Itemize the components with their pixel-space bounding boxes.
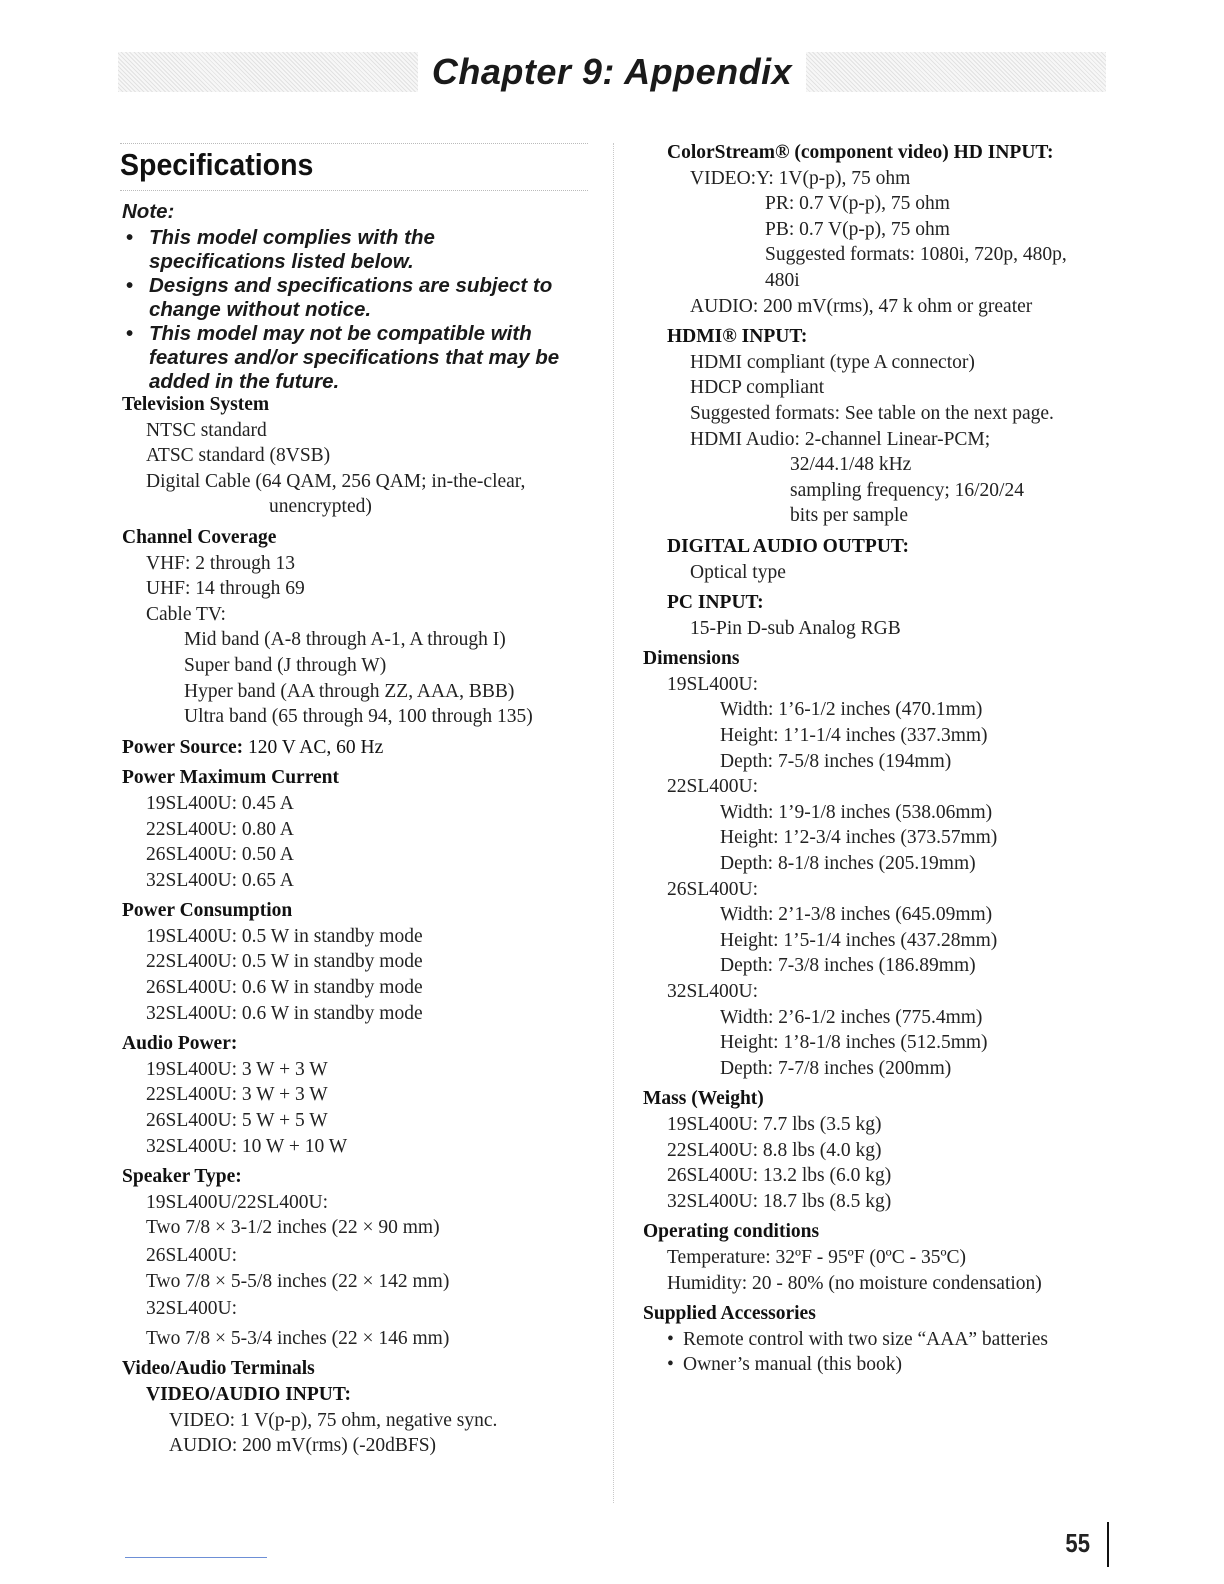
chapter-title: Chapter 9: Appendix (118, 52, 1106, 92)
colorstream-heading: ColorStream® (component video) HD INPUT: (667, 142, 1054, 163)
model-label: 22SL400U: (667, 776, 759, 798)
section-rule-bottom (120, 190, 588, 191)
right-column (643, 140, 1113, 1378)
spec-line: 19SL400U: 0.45 A (146, 792, 294, 814)
spec-line: Two 7/8 × 5-3/4 inches (22 × 146 mm) (146, 1327, 450, 1349)
spec-line: Two 7/8 × 3-1/2 inches (22 × 90 mm) (146, 1217, 440, 1239)
spec-line: Ultra band (65 through 94, 100 through 135) (184, 706, 533, 728)
note-item (122, 274, 602, 322)
spec-line: unencrypted) (269, 496, 372, 518)
spec-line: Digital Cable (64 QAM, 256 QAM; in-the-clear, (146, 470, 526, 492)
digital-audio-heading: DIGITAL AUDIO OUTPUT: (667, 535, 909, 557)
spec-line: 32SL400U: 18.7 lbs (8.5 kg) (667, 1190, 892, 1212)
spec-line: Humidity: 20 - 80% (no moisture condensation) (667, 1272, 1042, 1294)
spec-line: AUDIO: 200 mV(rms) (-20dBFS) (169, 1435, 437, 1457)
spec-line: Height: 1’2-3/4 inches (373.57mm) (720, 827, 998, 849)
note-line: specifications listed below. (149, 250, 414, 273)
spec-line: Depth: 8-1/8 inches (205.19mm) (720, 853, 976, 875)
spec-line: 32/44.1/48 kHz (790, 454, 912, 476)
spec-line: Optical type (690, 561, 786, 583)
spec-line: Width: 2’1-3/8 inches (645.09mm) (720, 904, 993, 926)
operating-heading: Operating conditions (643, 1221, 820, 1243)
spec-line: 22SL400U: 0.5 W in standby mode (146, 951, 423, 973)
spec-line: HDMI Audio: 2-channel Linear-PCM; (690, 428, 991, 450)
model-label: 32SL400U: (667, 981, 759, 1002)
spec-line: 22SL400U: 3 W + 3 W (146, 1084, 328, 1106)
audio-power-heading: Audio Power: (122, 1033, 238, 1055)
spec-line: ATSC standard (8VSB) (146, 445, 331, 467)
spec-line: AUDIO: 200 mV(rms), 47 k ohm or greater (690, 295, 1033, 317)
accessory-text: Owner’s manual (this book) (683, 1354, 902, 1376)
note-line: • This model complies with the (149, 226, 435, 249)
page-number: 55 (1065, 1528, 1090, 1558)
spec-line: Cable TV: (146, 603, 226, 625)
terminals-heading: Video/Audio Terminals (122, 1358, 315, 1380)
accessory-item (643, 1352, 1113, 1378)
hdmi-heading: HDMI® INPUT: (667, 326, 808, 348)
accessory-item (643, 1327, 1113, 1353)
spec-line: 19SL400U/22SL400U: (146, 1191, 329, 1213)
spec-line: sampling frequency; 16/20/24 (790, 479, 1024, 501)
spec-line: Width: 1’6-1/2 inches (470.1mm) (720, 699, 983, 721)
spec-line: Suggested formats: 1080i, 720p, 480p, (765, 244, 1067, 266)
spec-line: Mid band (A-8 through A-1, A through I) (184, 629, 506, 651)
current-heading: Power Maximum Current (122, 767, 339, 789)
spec-line: 26SL400U: 5 W + 5 W (146, 1110, 328, 1132)
power-source-line (122, 735, 602, 761)
note-line: • Designs and specifications are subject to (149, 274, 553, 297)
consumption-heading: Power Consumption (122, 900, 293, 922)
spec-line: NTSC standard (146, 419, 267, 441)
spec-line: Temperature: 32ºF - 95ºF (0ºC - 35ºC) (667, 1246, 967, 1268)
spec-line: VHF: 2 through 13 (146, 552, 295, 574)
spec-line: Depth: 7-7/8 inches (200mm) (720, 1057, 952, 1079)
note-line: features and/or specifications that may be (149, 346, 560, 369)
spec-line: 32SL400U: 0.6 W in standby mode (146, 1002, 423, 1024)
spec-line: Width: 2’6-1/2 inches (775.4mm) (720, 1006, 983, 1028)
model-label: 19SL400U: (667, 673, 759, 695)
spec-line: 22SL400U: 8.8 lbs (4.0 kg) (667, 1139, 882, 1161)
column-divider (613, 143, 614, 1503)
spec-line: 26SL400U: (146, 1245, 238, 1266)
spec-line: PB: 0.7 V(p-p), 75 ohm (765, 218, 950, 240)
spec-line: Height: 1’5-1/4 inches (437.28mm) (720, 929, 998, 951)
left-column (122, 392, 602, 1459)
note-item (122, 226, 602, 274)
spec-line: Super band (J through W) (184, 654, 387, 676)
spec-line: 32SL400U: 10 W + 10 W (146, 1135, 348, 1157)
mass-heading: Mass (Weight) (643, 1088, 764, 1110)
pc-input-heading: PC INPUT: (667, 592, 764, 614)
spec-line: bits per sample (790, 505, 909, 527)
chapter-banner (118, 52, 1106, 92)
spec-line: Depth: 7-5/8 inches (194mm) (720, 750, 952, 772)
spec-line: 19SL400U: 0.5 W in standby mode (146, 925, 423, 947)
note-line: added in the future. (149, 370, 340, 393)
bullet-icon: • (667, 1354, 674, 1376)
tv-system-heading: Television System (122, 394, 270, 415)
spec-line: Suggested formats: See table on the next page. (690, 402, 1054, 424)
section-rule-top (120, 143, 588, 144)
spec-line: Height: 1’1-1/4 inches (337.3mm) (720, 725, 988, 747)
speaker-heading: Speaker Type: (122, 1166, 242, 1188)
note-label: Note: (122, 200, 175, 223)
video-audio-input-heading: VIDEO/AUDIO INPUT: (146, 1383, 351, 1405)
page-number-bar (1107, 1522, 1109, 1567)
note-list (122, 226, 602, 394)
section-title: Specifications (120, 147, 314, 182)
channel-heading: Channel Coverage (122, 526, 277, 548)
spec-line: VIDEO: 1 V(p-p), 75 ohm, negative sync. (169, 1409, 498, 1431)
spec-line: Two 7/8 × 5-5/8 inches (22 × 142 mm) (146, 1270, 450, 1292)
spec-line: VIDEO:Y: 1V(p-p), 75 ohm (690, 167, 911, 189)
spec-line: HDCP compliant (690, 377, 825, 399)
spec-line: 19SL400U: 3 W + 3 W (146, 1058, 328, 1080)
bullet-icon: • (667, 1328, 674, 1350)
power-source-heading: Power Source: (122, 736, 244, 758)
spec-line: 26SL400U: 0.50 A (146, 844, 294, 866)
spec-line: UHF: 14 through 69 (146, 578, 305, 600)
note-line: • This model may not be compatible with (149, 322, 532, 345)
spec-line: PR: 0.7 V(p-p), 75 ohm (765, 193, 950, 215)
spec-line: HDMI compliant (type A connector) (690, 351, 975, 373)
spec-line: Depth: 7-3/8 inches (186.89mm) (720, 955, 976, 977)
spec-line: 22SL400U: 0.80 A (146, 818, 294, 840)
spec-line: 32SL400U: (146, 1298, 238, 1320)
spec-line: 26SL400U: 0.6 W in standby mode (146, 977, 423, 999)
spec-line: 19SL400U: 7.7 lbs (3.5 kg) (667, 1113, 882, 1135)
note-item (122, 322, 602, 394)
dimensions-heading: Dimensions (643, 648, 740, 670)
model-label: 26SL400U: (667, 878, 759, 900)
spec-line: Height: 1’8-1/8 inches (512.5mm) (720, 1032, 988, 1054)
spec-line: 480i (765, 269, 800, 291)
note-box (122, 200, 602, 394)
accessory-text: Remote control with two size “AAA” batteries (683, 1328, 1048, 1350)
spec-line: 15-Pin D-sub Analog RGB (690, 617, 901, 639)
spec-line: 26SL400U: 13.2 lbs (6.0 kg) (667, 1165, 892, 1187)
accessories-heading: Supplied Accessories (643, 1303, 816, 1325)
spec-line: 32SL400U: 0.65 A (146, 869, 294, 891)
footer-rule (125, 1557, 267, 1558)
spec-line: Hyper band (AA through ZZ, AAA, BBB) (184, 680, 515, 702)
note-line: change without notice. (149, 298, 372, 321)
spec-line: Width: 1’9-1/8 inches (538.06mm) (720, 801, 993, 823)
power-source-value: 120 V AC, 60 Hz (243, 736, 384, 758)
